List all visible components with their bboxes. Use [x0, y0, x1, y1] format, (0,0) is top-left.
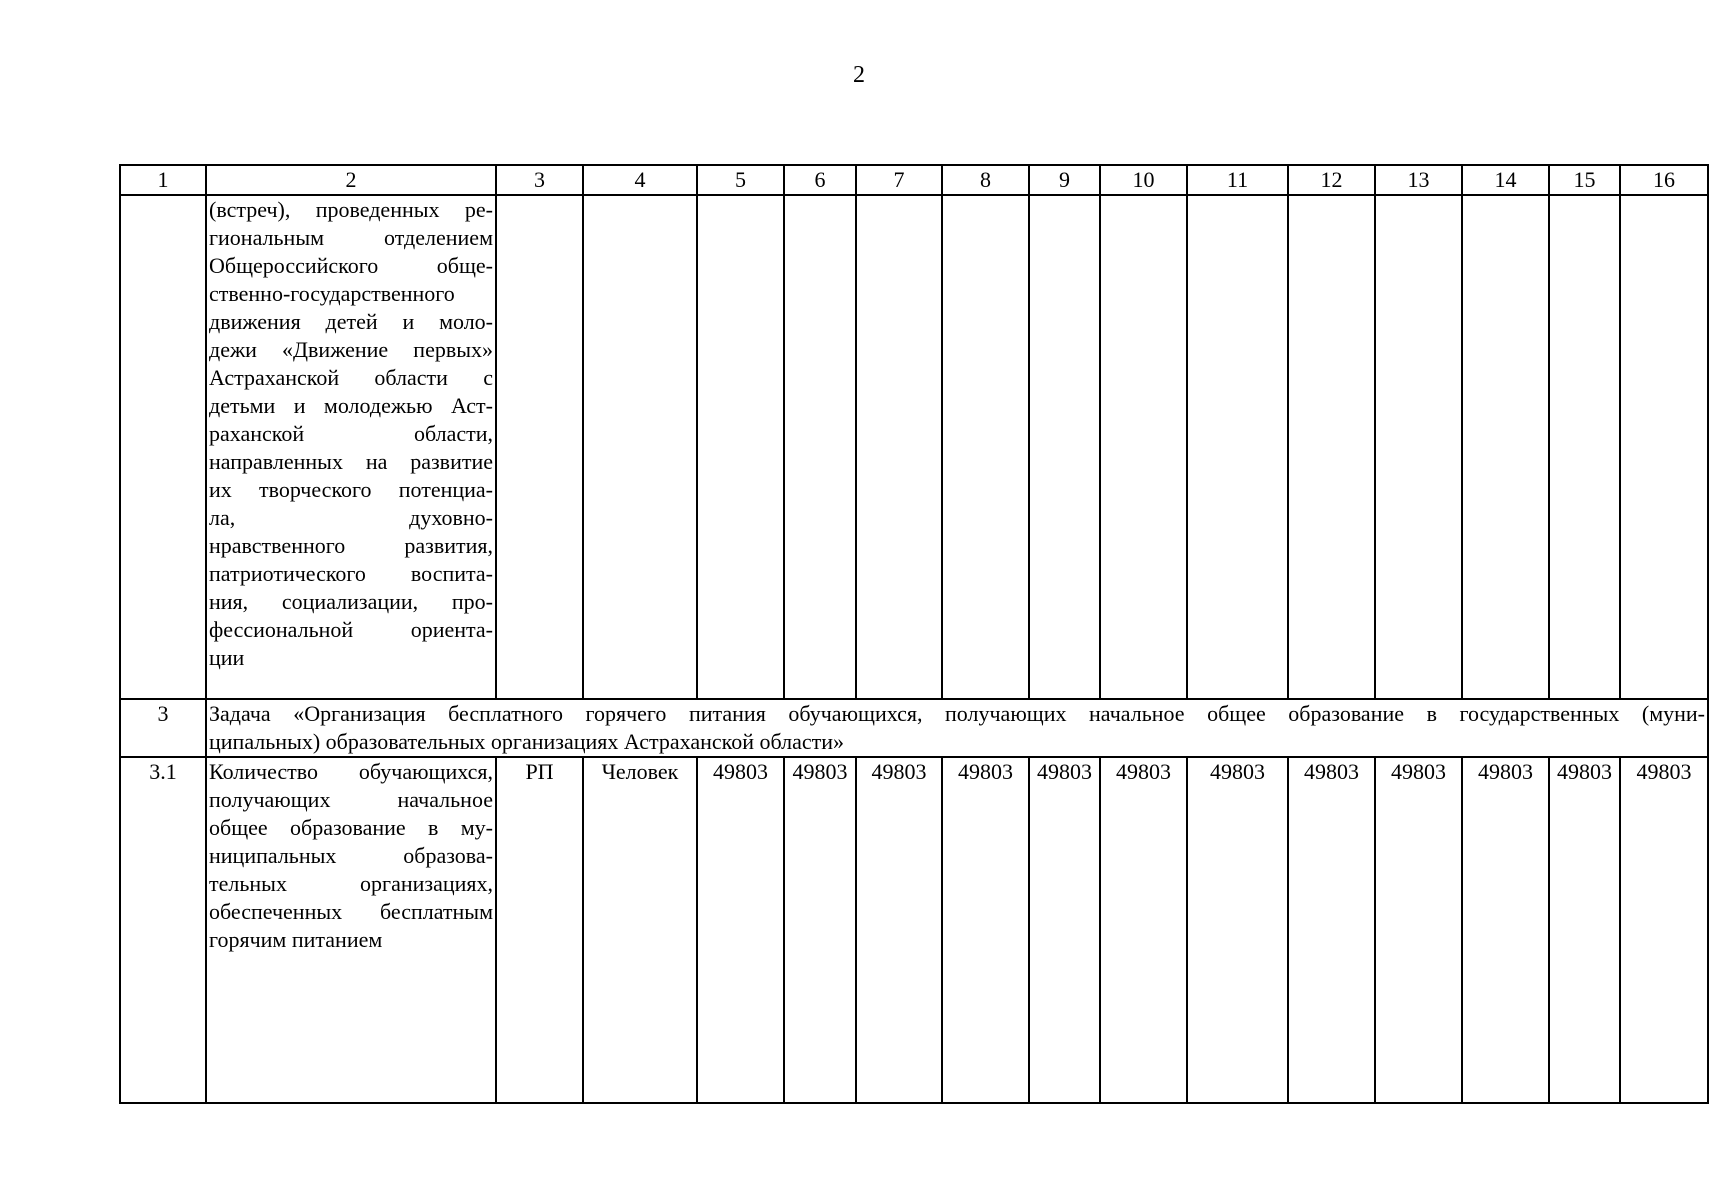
value-cell: 49803: [1620, 757, 1708, 1103]
column-number-header: 9: [1029, 165, 1100, 195]
value-cell: 49803: [1187, 757, 1288, 1103]
value-cell: 49803: [1549, 757, 1620, 1103]
empty-cell: [1288, 195, 1375, 699]
empty-cell: [1549, 195, 1620, 699]
table-row-continued: [120, 195, 1708, 699]
description-line: Астраханской области с: [209, 365, 493, 390]
description-line: ции: [209, 645, 245, 670]
indicator-description: [206, 757, 496, 1103]
task-title: [206, 699, 1708, 757]
column-number-header: 13: [1375, 165, 1462, 195]
column-number-header: 3: [496, 165, 583, 195]
table-row: [120, 757, 1708, 1103]
description-line: направленных на развитие: [209, 449, 493, 474]
column-number-header: 7: [856, 165, 942, 195]
indicators-table: [119, 164, 1709, 1104]
task-number: 3: [120, 699, 206, 757]
description-line: движения детей и моло-: [209, 309, 493, 334]
value-cell: 49803: [1100, 757, 1187, 1103]
column-number-header: 10: [1100, 165, 1187, 195]
indicator-description: [206, 195, 496, 699]
value-cell: 49803: [942, 757, 1029, 1103]
description-line: нравственного развития,: [209, 533, 493, 558]
column-number-header: 12: [1288, 165, 1375, 195]
unit-cell: Человек: [583, 757, 697, 1103]
empty-cell: [1100, 195, 1187, 699]
column-number-header: 5: [697, 165, 784, 195]
description-line: получающих начальное: [209, 787, 493, 812]
description-line: детьми и молодежью Аст-: [209, 393, 493, 418]
column-number-header: 6: [784, 165, 856, 195]
description-line: ла, духовно-: [209, 505, 493, 530]
empty-cell: [856, 195, 942, 699]
description-line: ниципальных образова-: [209, 843, 493, 868]
empty-cell: [942, 195, 1029, 699]
column-number-header: 11: [1187, 165, 1288, 195]
column-number-header: 1: [120, 165, 206, 195]
description-line: горячим питанием: [209, 927, 383, 952]
description-line: дежи «Движение первых»: [209, 337, 493, 362]
description-line: Количество обучающихся,: [209, 759, 493, 784]
column-number-header: 15: [1549, 165, 1620, 195]
row-number-cell: [120, 195, 206, 699]
column-number-header-row: [120, 165, 1708, 195]
description-line: гиональным отделением: [209, 225, 493, 250]
description-line: тельных организациях,: [209, 871, 493, 896]
empty-cell: [583, 195, 697, 699]
empty-cell: [1620, 195, 1708, 699]
source-cell: РП: [496, 757, 583, 1103]
task-row: [120, 699, 1708, 757]
description-line: ственно-государственного: [209, 281, 455, 306]
description-line: фессиональной ориента-: [209, 617, 493, 642]
empty-cell: [496, 195, 583, 699]
row-number-cell: 3.1: [120, 757, 206, 1103]
value-cell: 49803: [856, 757, 942, 1103]
value-cell: 49803: [1288, 757, 1375, 1103]
description-line: Общероссийского обще-: [209, 253, 493, 278]
value-cell: 49803: [697, 757, 784, 1103]
column-number-header: 14: [1462, 165, 1549, 195]
empty-cell: [1187, 195, 1288, 699]
description-line: ния, социализации, про-: [209, 589, 493, 614]
page-number: 2: [853, 62, 865, 88]
empty-cell: [784, 195, 856, 699]
description-line: раханской области,: [209, 421, 493, 446]
description-line: патриотического воспита-: [209, 561, 493, 586]
description-line: их творческого потенциа-: [209, 477, 493, 502]
description-line: (встреч), проведенных ре-: [209, 197, 493, 222]
description-line: общее образование в му-: [209, 815, 493, 840]
column-number-header: 8: [942, 165, 1029, 195]
value-cell: 49803: [1029, 757, 1100, 1103]
column-number-header: 16: [1620, 165, 1708, 195]
column-number-header: 4: [583, 165, 697, 195]
value-cell: 49803: [1375, 757, 1462, 1103]
value-cell: 49803: [1462, 757, 1549, 1103]
column-number-header: 2: [206, 165, 496, 195]
value-cell: 49803: [784, 757, 856, 1103]
description-line: обеспеченных бесплатным: [209, 899, 493, 924]
task-title-line: ципальных) образовательных организациях Астраханской области»: [209, 729, 845, 754]
empty-cell: [1375, 195, 1462, 699]
task-title-line: Задача «Организация бесплатного горячего питания обучающихся, получающих начальное общее образование в государственных (муни-: [209, 701, 1705, 726]
empty-cell: [697, 195, 784, 699]
empty-cell: [1029, 195, 1100, 699]
empty-cell: [1462, 195, 1549, 699]
